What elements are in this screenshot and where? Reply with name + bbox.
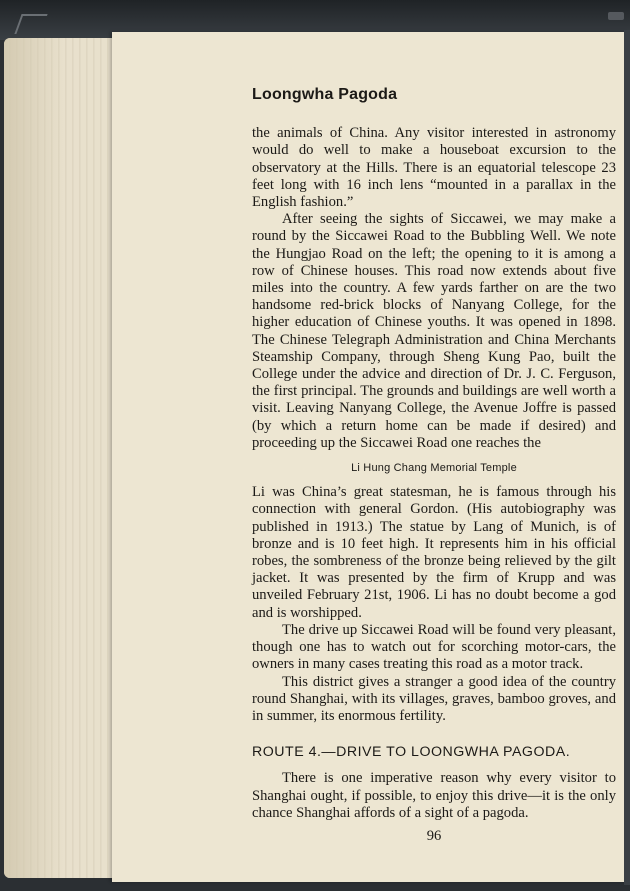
paragraph: This district gives a stranger a good idea of the country round Shanghai, with its villages, graves, bamboo groves, and in summer, its enormous fertility. (252, 673, 616, 724)
book-right-edge (624, 30, 630, 885)
route-heading: ROUTE 4.—DRIVE TO LOONGWHA PAGODA. (252, 744, 571, 761)
running-head: Loongwha Pagoda (252, 86, 398, 103)
paragraph: The drive up Siccawei Road will be found very pleasant, though one has to watch out for scorching motor-cars, the owners in many cases treating this road as a motor track. (252, 621, 616, 673)
paragraph: There is one imperative reason why every visitor to Shanghai ought, if possible, to enjoy this drive—it is the only chance Shanghai affords of a sight of a pagoda. (252, 770, 616, 821)
paragraph: Li was China’s great statesman, he is famous through his connection with general Gordon. (His autobiography was published in 1913.) The statue by Lang of Munich, is of bronze and is 10 feet high. It represents him in his official robes, the sombreness of the bronze being relieved by the gilt jacket. It was presented by the firm of Krupp and was unveiled February 21st, 1906. Li has no doubt become a god and is worshipped. (252, 484, 616, 621)
section-subheading: Li Hung Chang Memorial Temple (351, 462, 517, 475)
paragraph: After seeing the sights of Siccawei, we may make a round by the Siccawei Road to the Bubbling Well. We note the Hungjao Road on the left; the opening to it is among a row of Chinese houses. This road now extends about five miles into the country. A few yards farther on are the two handsome red-brick blocks of Nanyang College, for the higher education of Chinese youths. It was opened in 1898. The Chinese Telegraph Administration and China Merchants Steamship Company, through Sheng Kung Pao, built the College under the advice and direction of Dr. J. C. Ferguson, the first principal. The grounds and buildings are well worth a visit. Leaving Nanyang College, the Avenue Joffre is passed (by which a return home can be made if desired) and proceeding up the Siccawei Road one reaches the (252, 211, 616, 451)
paragraph: the animals of China. Any visitor interested in astronomy would do well to make a houseboat excursion to the observatory at the Hills. There is an equatorial telescope 23 feet long with 16 inch lens “mounted in a parallax in the English fashion.” (252, 125, 616, 211)
page-number: 96 (426, 827, 442, 844)
cover-clip (608, 12, 624, 20)
page-content (252, 86, 616, 845)
page-stack-shade (4, 38, 64, 878)
